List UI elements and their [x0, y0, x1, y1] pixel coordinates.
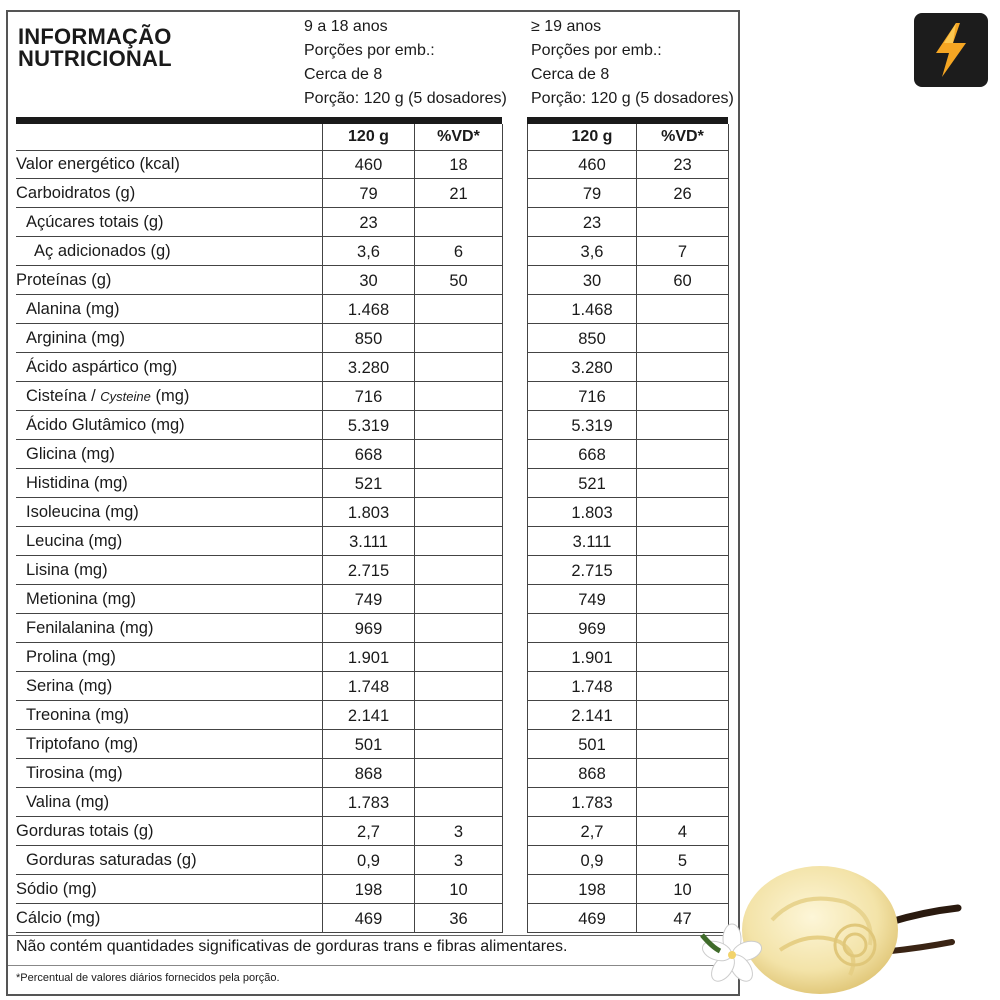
thick-rule-left	[16, 117, 502, 124]
vd-cell	[637, 498, 728, 527]
nutrient-name: Treonina (mg)	[26, 706, 130, 724]
amount-cell: 868	[354, 765, 383, 783]
table-row	[16, 498, 728, 527]
nutrient-name: Alanina (mg)	[26, 300, 120, 318]
amount-cell: 0,9	[580, 852, 604, 870]
brand-badge	[914, 13, 988, 87]
lightning-bolt-icon	[914, 13, 988, 87]
vd-cell	[415, 498, 502, 527]
amount-cell: 23	[582, 214, 602, 232]
amount-cell: 5.319	[347, 417, 390, 435]
nutrient-label	[16, 875, 97, 904]
vd-cell	[637, 527, 728, 556]
nutrient-label	[26, 672, 112, 701]
title-line-1: INFORMAÇÃO	[18, 24, 172, 49]
table-row	[16, 730, 728, 759]
nutrient-name: Carboidratos (g)	[16, 184, 136, 202]
vd-cell	[637, 382, 728, 411]
nutrient-label	[16, 150, 180, 179]
vd-cell: 26	[673, 185, 692, 203]
vd-cell	[415, 295, 502, 324]
vd-cell	[415, 440, 502, 469]
group-portion: Porção: 120 g (5 dosadores)	[531, 90, 734, 107]
amount-cell: 1.468	[347, 301, 390, 319]
amount-cell: 30	[359, 272, 378, 290]
amount-cell: 2.141	[571, 707, 613, 725]
nutrient-name: Cálcio (mg)	[16, 909, 101, 927]
vd-cell: 36	[449, 910, 468, 928]
vd-cell	[637, 788, 728, 817]
table-row	[16, 875, 728, 904]
nutrient-name: Ácido Glutâmico (mg)	[26, 416, 185, 434]
vd-cell	[637, 324, 728, 353]
nutrient-label	[16, 266, 111, 295]
vd-cell: 7	[677, 243, 688, 261]
table-row	[16, 846, 728, 875]
group-age: 9 a 18 anos	[304, 18, 388, 35]
nutrient-name: Gorduras totais (g)	[16, 822, 154, 840]
table-row	[16, 614, 728, 643]
nutrient-name: Isoleucina (mg)	[26, 503, 139, 521]
amount-cell: 850	[578, 330, 606, 348]
table-row	[16, 266, 728, 295]
vd-cell	[415, 788, 502, 817]
amount-cell: 3,6	[357, 243, 380, 261]
vanilla-ice-cream-image	[680, 860, 980, 1000]
nutrient-name: Glicina (mg)	[26, 445, 115, 463]
thick-rule-right	[527, 117, 728, 124]
amount-cell: 1.748	[347, 678, 390, 696]
vd-cell	[415, 759, 502, 788]
amount-cell: 521	[354, 475, 383, 493]
footnote-main: Não contém quantidades significativas de gorduras trans e fibras alimentares.	[16, 938, 568, 955]
nutrient-label	[26, 556, 108, 585]
footnote-small: *Percentual de valores diários fornecidos pela porção.	[16, 972, 280, 984]
vd-cell	[637, 353, 728, 382]
vd-cell: 18	[449, 156, 468, 174]
amount-cell: 1.748	[571, 678, 613, 696]
group-servings-label: Porções por emb.:	[531, 42, 662, 59]
table-row	[16, 295, 728, 324]
vd-cell	[637, 672, 728, 701]
table-row	[16, 208, 728, 237]
amount-cell: 1.783	[347, 794, 390, 812]
nutrient-name: Leucina (mg)	[26, 532, 123, 550]
amount-cell: 969	[354, 620, 383, 638]
nutrient-label	[26, 469, 128, 498]
amount-cell: 460	[354, 156, 383, 174]
vd-cell: 50	[449, 272, 468, 290]
group-servings-label: Porções por emb.:	[304, 42, 435, 59]
nutrient-name: Tirosina (mg)	[26, 764, 123, 782]
nutrient-label	[16, 179, 135, 208]
vd-cell: 4	[677, 823, 688, 841]
table-row	[16, 585, 728, 614]
vd-cell	[415, 324, 502, 353]
footnote-divider	[8, 965, 738, 966]
title-line-2: NUTRICIONAL	[18, 46, 172, 71]
nutrient-label	[26, 295, 120, 324]
nutrient-label	[26, 324, 125, 353]
nutrient-name: Açúcares totais (g)	[26, 213, 164, 231]
table-row	[16, 701, 728, 730]
amount-cell: 1.468	[571, 301, 613, 319]
vd-cell	[415, 643, 502, 672]
amount-cell: 501	[354, 736, 383, 754]
nutrient-name: Sódio (mg)	[16, 880, 97, 898]
vd-cell: 47	[673, 910, 692, 928]
amount-cell: 469	[578, 910, 606, 928]
vd-cell	[637, 295, 728, 324]
vd-cell: 10	[449, 881, 468, 899]
vd-cell	[637, 701, 728, 730]
vd-cell	[637, 759, 728, 788]
amount-cell: 1.901	[571, 649, 613, 667]
amount-cell: 749	[354, 591, 383, 609]
vd-cell	[637, 585, 728, 614]
vd-cell	[415, 614, 502, 643]
table-row	[16, 817, 728, 846]
vd-cell	[415, 672, 502, 701]
nutrient-name: Proteínas (g)	[16, 271, 112, 289]
vd-cell	[415, 411, 502, 440]
group-servings-value: Cerca de 8	[531, 66, 610, 83]
nutrient-name: Serina (mg)	[26, 677, 113, 695]
nutrient-name: Triptofano (mg)	[26, 735, 139, 753]
nutrient-name: Histidina (mg)	[26, 474, 128, 492]
amount-cell: 1.803	[571, 504, 613, 522]
nutrient-label	[26, 614, 153, 643]
amount-cell: 0,9	[357, 852, 380, 870]
table-row	[16, 382, 728, 411]
nutrient-label	[26, 498, 139, 527]
col-header-vd-1: %VD*	[437, 128, 480, 145]
amount-cell: 3.280	[571, 359, 613, 377]
vd-cell	[637, 411, 728, 440]
col-header-amount-2: 120 g	[571, 128, 613, 145]
table-row	[16, 788, 728, 817]
nutrient-label	[26, 382, 189, 411]
group-header-19-plus	[531, 15, 734, 111]
vd-cell: 10	[673, 881, 692, 899]
amount-cell: 460	[578, 156, 606, 174]
vd-cell: 21	[449, 185, 468, 203]
vd-cell: 6	[453, 243, 464, 261]
nutrient-label	[16, 904, 100, 933]
table-row	[16, 527, 728, 556]
nutrient-name: Cisteína /	[26, 387, 101, 405]
nutrient-name-english: Cysteine	[100, 389, 151, 404]
nutrient-name: Fenilalanina (mg)	[26, 619, 154, 637]
table-row	[16, 440, 728, 469]
ice-cream-scoop	[742, 866, 898, 994]
nutrient-label	[26, 585, 136, 614]
nutrient-name: Lisina (mg)	[26, 561, 108, 579]
nutrient-label	[26, 527, 122, 556]
amount-cell: 3.111	[349, 533, 388, 551]
col-header-amount-1: 120 g	[348, 128, 389, 145]
nutrition-title	[18, 26, 172, 70]
nutrient-name: Arginina (mg)	[26, 329, 126, 347]
column-divider	[728, 124, 729, 933]
table-row	[16, 904, 728, 933]
nutrient-unit: (mg)	[150, 387, 190, 405]
amount-cell: 3.111	[572, 533, 612, 551]
amount-cell: 3,6	[580, 243, 604, 261]
nutrient-label	[26, 788, 109, 817]
table-row	[16, 759, 728, 788]
vd-cell	[637, 643, 728, 672]
nutrient-label	[26, 440, 115, 469]
nutrient-label	[26, 643, 116, 672]
table-row	[16, 469, 728, 498]
amount-cell: 198	[354, 881, 383, 899]
amount-cell: 469	[354, 910, 383, 928]
vd-cell	[415, 701, 502, 730]
amount-cell: 2.141	[347, 707, 390, 725]
table-row	[16, 353, 728, 382]
group-servings-value: Cerca de 8	[304, 66, 383, 83]
vd-cell	[637, 730, 728, 759]
nutrient-label	[34, 237, 171, 266]
vd-cell	[637, 208, 728, 237]
amount-cell: 79	[359, 185, 378, 203]
vd-cell	[415, 469, 502, 498]
nutrient-name: Prolina (mg)	[26, 648, 116, 666]
nutrient-name: Gorduras saturadas (g)	[26, 851, 197, 869]
amount-cell: 2.715	[571, 562, 613, 580]
nutrient-label	[26, 208, 164, 237]
amount-cell: 1.901	[347, 649, 390, 667]
nutrient-name: Ácido aspártico (mg)	[26, 358, 178, 376]
amount-cell: 521	[578, 475, 606, 493]
nutrient-name: Aç adicionados (g)	[34, 242, 171, 260]
table-row	[16, 237, 728, 266]
nutrient-label	[26, 353, 177, 382]
vd-cell	[415, 208, 502, 237]
amount-cell: 79	[582, 185, 602, 203]
amount-cell: 2,7	[580, 823, 604, 841]
vd-cell: 3	[453, 852, 464, 870]
amount-cell: 2,7	[357, 823, 380, 841]
nutrient-label	[26, 759, 123, 788]
vd-cell	[637, 469, 728, 498]
amount-cell: 198	[578, 881, 606, 899]
amount-cell: 23	[359, 214, 378, 232]
nutrient-label	[26, 701, 129, 730]
vd-cell: 3	[453, 823, 464, 841]
nutrient-label	[16, 817, 154, 846]
amount-cell: 2.715	[347, 562, 390, 580]
vd-cell: 60	[673, 272, 692, 290]
nutrient-name: Valor energético (kcal)	[16, 155, 180, 173]
vd-cell	[415, 527, 502, 556]
amount-cell: 716	[578, 388, 606, 406]
amount-cell: 5.319	[571, 417, 613, 435]
row-divider	[16, 932, 502, 933]
nutrient-label	[26, 846, 197, 875]
group-portion: Porção: 120 g (5 dosadores)	[304, 90, 507, 107]
amount-cell: 716	[354, 388, 383, 406]
group-age: ≥ 19 anos	[531, 18, 602, 35]
amount-cell: 868	[578, 765, 606, 783]
table-row	[16, 556, 728, 585]
vd-cell	[415, 353, 502, 382]
group-header-9-18	[304, 15, 507, 111]
vd-cell	[415, 730, 502, 759]
amount-cell: 501	[578, 736, 606, 754]
nutrient-label	[26, 730, 138, 759]
nutrient-label	[26, 411, 185, 440]
amount-cell: 1.803	[347, 504, 390, 522]
amount-cell: 668	[354, 446, 383, 464]
vd-cell	[637, 440, 728, 469]
amount-cell: 850	[354, 330, 383, 348]
vd-cell	[637, 556, 728, 585]
amount-cell: 969	[578, 620, 606, 638]
vd-cell	[637, 614, 728, 643]
amount-cell: 749	[578, 591, 606, 609]
table-row	[16, 411, 728, 440]
vd-cell	[415, 585, 502, 614]
amount-cell: 668	[578, 446, 606, 464]
table-row	[16, 179, 728, 208]
amount-cell: 30	[582, 272, 602, 290]
vd-cell: 5	[677, 852, 688, 870]
vd-cell: 23	[673, 156, 692, 174]
col-header-vd-2: %VD*	[661, 128, 704, 145]
nutrient-name: Valina (mg)	[26, 793, 110, 811]
amount-cell: 3.280	[347, 359, 390, 377]
table-row	[16, 672, 728, 701]
vd-cell	[415, 556, 502, 585]
nutrient-name: Metionina (mg)	[26, 590, 137, 608]
table-row	[16, 324, 728, 353]
vd-cell	[415, 382, 502, 411]
amount-cell: 1.783	[571, 794, 613, 812]
table-row	[16, 643, 728, 672]
table-row	[16, 150, 728, 179]
